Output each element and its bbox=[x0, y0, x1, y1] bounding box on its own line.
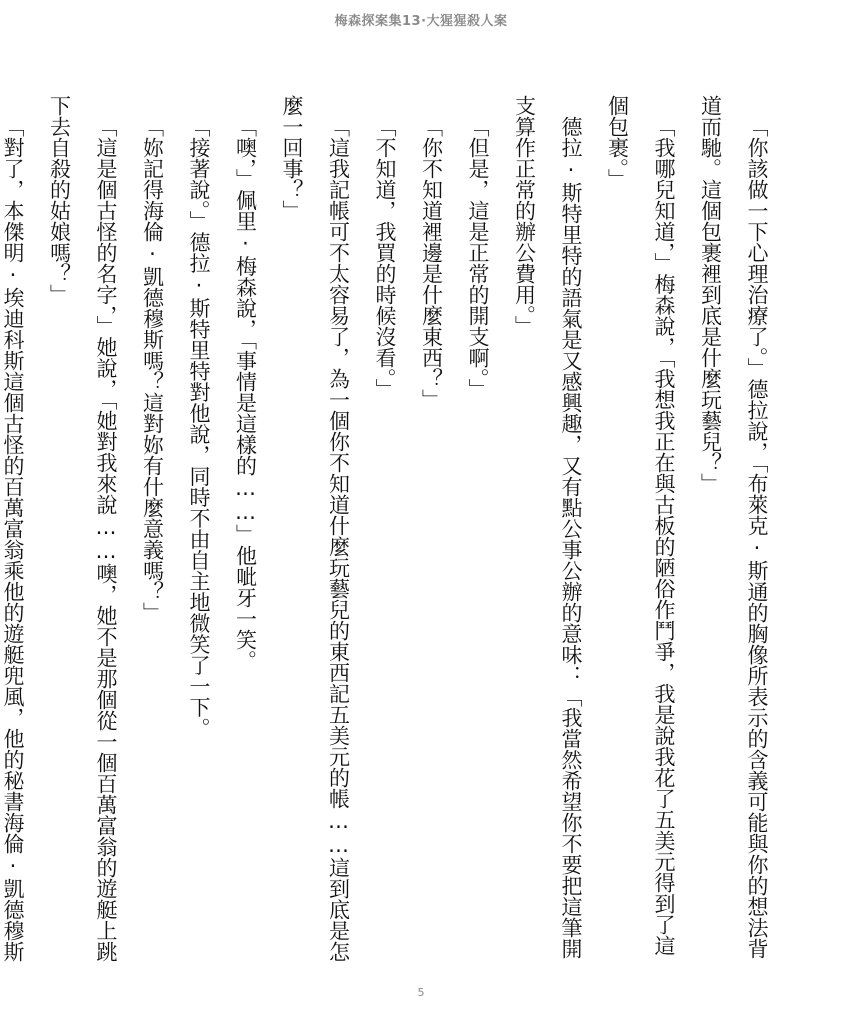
page-number: 5 bbox=[417, 986, 425, 999]
paragraph: 「但是，這是正常的開支啊。」 bbox=[466, 116, 490, 400]
paragraph: 「你該做一下心理治療了。」德拉說，「布萊克·斯通的胸像所表示的含義可能與你的想法背道而馳。這個包裹裡到底是什麼玩藝兒？」 bbox=[698, 95, 769, 959]
paragraph: 「你不知道裡邊是什麼東西？」 bbox=[419, 116, 444, 410]
paragraph: 德拉·斯特里特的語氣是又感興趣，又有點公事公辦的意味：「我當然希望你不要把這筆開支算作正常的辦公費用。」 bbox=[512, 95, 583, 959]
paragraph: 「噢，」佩里·梅森說，「事情是這樣的……」他呲牙一笑。 bbox=[233, 116, 258, 671]
paragraph: 「接著說。」德拉·斯特里特對他說，同時不由自主地微笑了一下。 bbox=[187, 116, 211, 739]
paragraph: 「不知道，我買的時候沒看。」 bbox=[373, 116, 397, 400]
paragraph: 「這我記帳可不太容易了，為一個你不知道什麼玩藝兒的東西記五美元的帳……這到底是怎麼一回事？」 bbox=[280, 95, 351, 962]
body-text bbox=[1, 95, 780, 975]
paragraph: 「對了，本傑明·埃迪科斯這個古怪的百萬富翁乘他的遊艇兜風，他的秘書海倫·凱德穆斯 bbox=[1, 116, 25, 962]
paragraph: 「這是個古怪的名字，」她說，「她對我來說……噢，她不是那個從一個百萬富翁的遊艇上跳下去自殺的姑娘嗎？」 bbox=[47, 95, 118, 962]
paragraph: 「妳記得海倫·凱德穆斯嗎？這對妳有什麼意義嗎？」 bbox=[140, 116, 165, 623]
paragraph: 「我哪兒知道，」梅森說，「我想我正在與古板的陋俗作鬥爭，我是說我花了五美元得到了這個包裹。」 bbox=[605, 95, 676, 956]
running-header: 梅森探案集13·大猩猩殺人案 bbox=[334, 14, 508, 29]
